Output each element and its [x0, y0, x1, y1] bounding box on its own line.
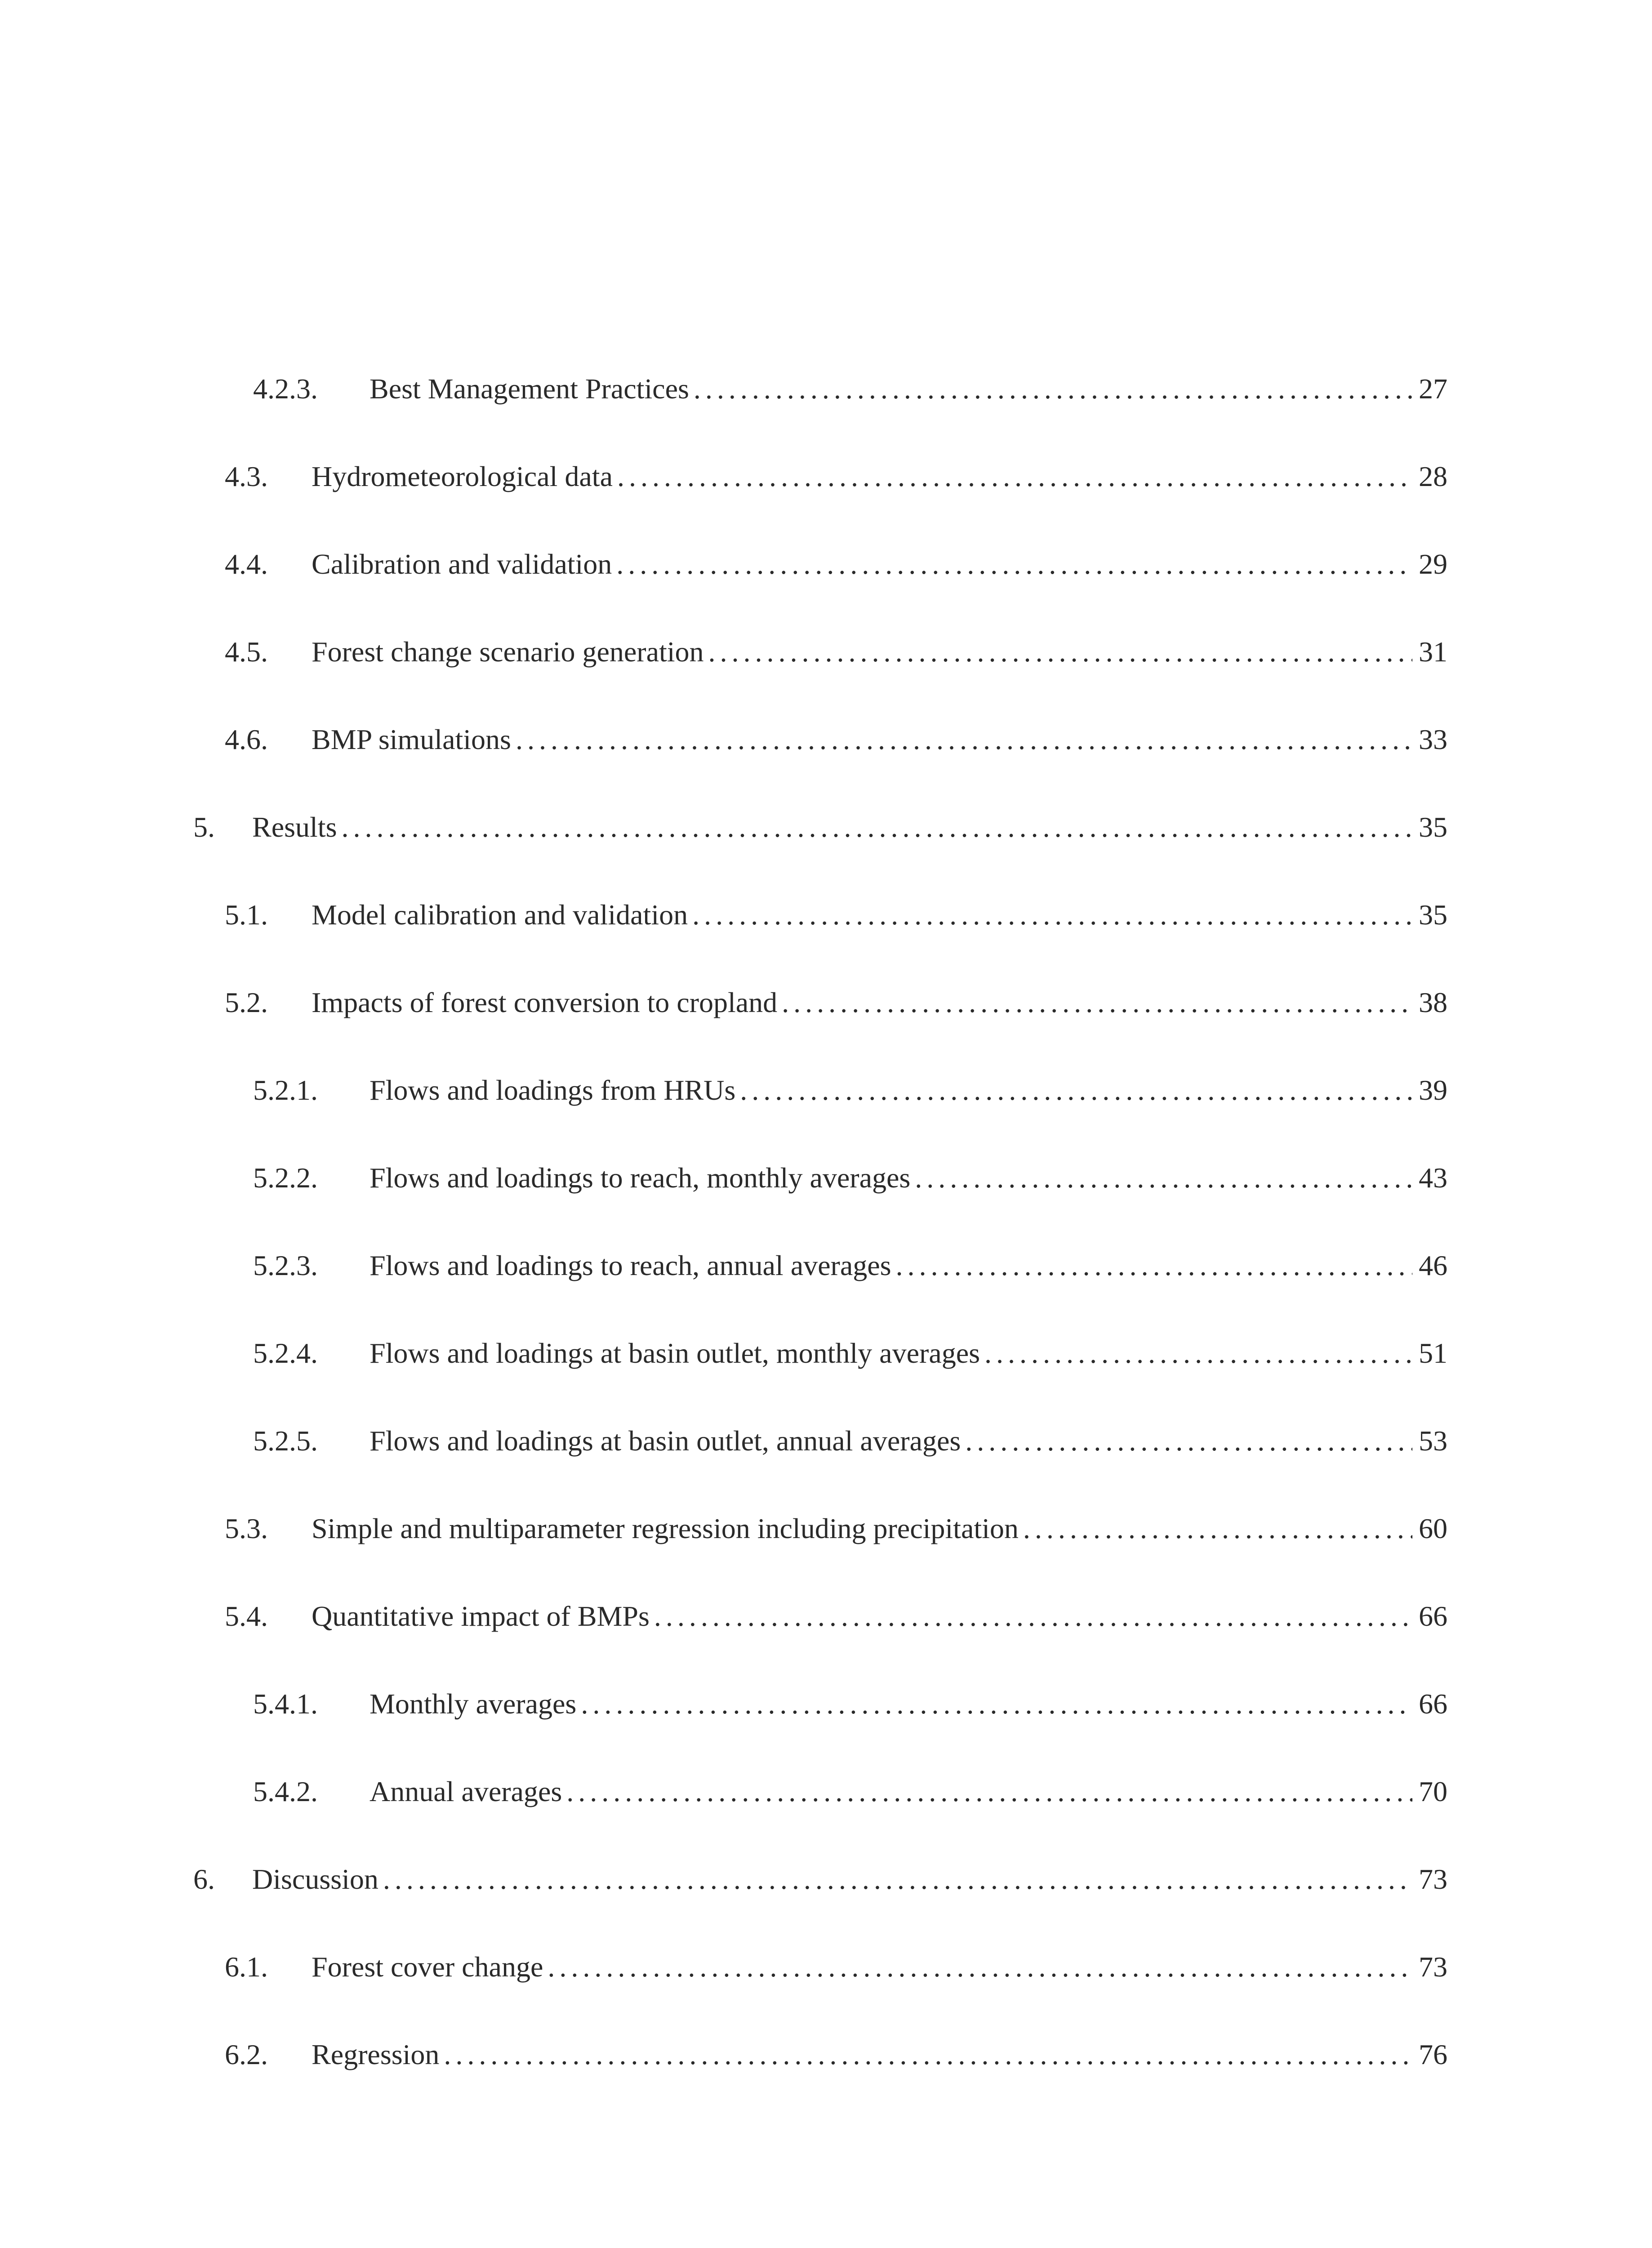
toc-section-number: 4.2.3. [253, 373, 318, 405]
toc-section-title: BMP simulations [312, 723, 511, 755]
toc-section-title: Flows and loadings at basin outlet, annual averages [370, 1425, 961, 1457]
toc-dot-leader [616, 544, 1412, 584]
toc-section-number: 4.3. [225, 460, 268, 492]
toc-section-title: Flows and loadings at basin outlet, monthly averages [370, 1337, 980, 1369]
toc-section-title: Forest cover change [312, 1951, 543, 1983]
toc-section-number: 5.4.2. [253, 1775, 318, 1807]
toc-section-title: Model calibration and validation [312, 899, 688, 931]
toc-page-number: 33 [1419, 723, 1447, 755]
toc-entry [225, 632, 1447, 672]
toc-page-number: 39 [1419, 1074, 1447, 1106]
toc-dot-leader [617, 456, 1412, 497]
toc-section-title: Hydrometeorological data [312, 460, 613, 492]
toc-entry [253, 369, 1447, 409]
toc-page-number: 53 [1419, 1425, 1447, 1457]
toc-dot-leader [444, 2034, 1412, 2075]
toc-dot-leader [548, 1947, 1412, 1987]
toc-entry [253, 1070, 1447, 1111]
toc-section-number: 5.2.3. [253, 1249, 318, 1281]
toc-page-number: 66 [1419, 1600, 1447, 1632]
toc-page-number: 38 [1419, 986, 1447, 1018]
toc-section-title: Calibration and validation [312, 548, 612, 580]
toc-page-number: 73 [1419, 1863, 1447, 1895]
toc-section-number: 6.2. [225, 2038, 268, 2070]
toc-page-number: 27 [1419, 373, 1447, 405]
toc-entry [253, 1158, 1447, 1198]
toc-entry [225, 2034, 1447, 2075]
toc-section-title: Discussion [252, 1863, 378, 1895]
toc-section-title: Flows and loadings from HRUs [370, 1074, 736, 1106]
toc-section-number: 5.3. [225, 1512, 268, 1544]
toc-page-number: 70 [1419, 1775, 1447, 1807]
toc-page-number: 35 [1419, 811, 1447, 843]
toc-entry [253, 1333, 1447, 1374]
toc-entry [225, 1947, 1447, 1987]
toc-dot-leader [566, 1771, 1412, 1812]
toc-entry [225, 895, 1447, 935]
toc-dot-leader [965, 1421, 1412, 1461]
toc-section-number: 4.6. [225, 723, 268, 755]
toc-entry [253, 1771, 1447, 1812]
toc-page-number: 51 [1419, 1337, 1447, 1369]
toc-section-title: Flows and loadings to reach, annual averages [370, 1249, 891, 1281]
toc-page-number: 73 [1419, 1951, 1447, 1983]
toc-section-number: 5.2.4. [253, 1337, 318, 1369]
toc-section-number: 5. [193, 811, 215, 843]
toc-entry [253, 1421, 1447, 1461]
toc-section-number: 5.2.1. [253, 1074, 318, 1106]
toc-dot-leader [740, 1070, 1412, 1111]
toc-section-number: 4.5. [225, 636, 268, 668]
toc-dot-leader [692, 895, 1412, 935]
toc-section-number: 6. [193, 1863, 215, 1895]
toc-dot-leader [1023, 1508, 1412, 1549]
toc-entry [253, 1684, 1447, 1724]
toc-dot-leader [915, 1158, 1412, 1198]
toc-entry [225, 456, 1447, 497]
toc-page-number: 28 [1419, 460, 1447, 492]
toc-section-title: Quantitative impact of BMPs [312, 1600, 650, 1632]
toc-dot-leader [896, 1245, 1412, 1286]
toc-section-number: 5.2.2. [253, 1162, 318, 1194]
toc-dot-leader [581, 1684, 1412, 1724]
toc-page-number: 46 [1419, 1249, 1447, 1281]
toc-entry [225, 1596, 1447, 1637]
toc-page-number: 31 [1419, 636, 1447, 668]
toc-section-title: Best Management Practices [370, 373, 689, 405]
toc-page-number: 43 [1419, 1162, 1447, 1194]
toc-section-title: Simple and multiparameter regression including precipitation [312, 1512, 1019, 1544]
toc-section-title: Flows and loadings to reach, monthly averages [370, 1162, 911, 1194]
toc-entry [225, 544, 1447, 584]
toc-section-number: 4.4. [225, 548, 268, 580]
toc-section-title: Forest change scenario generation [312, 636, 704, 668]
toc-entry [193, 1859, 1447, 1900]
toc-entry [193, 807, 1447, 847]
toc-dot-leader [708, 632, 1412, 672]
toc-section-title: Impacts of forest conversion to cropland [312, 986, 778, 1018]
toc-dot-leader [341, 807, 1412, 847]
toc-dot-leader [516, 719, 1412, 760]
toc-section-number: 5.2.5. [253, 1425, 318, 1457]
toc-entry [253, 1245, 1447, 1286]
toc-entry [225, 982, 1447, 1023]
toc-section-number: 5.2. [225, 986, 268, 1018]
toc-section-title: Regression [312, 2038, 440, 2070]
toc-page-number: 76 [1419, 2038, 1447, 2070]
toc-section-number: 5.4.1. [253, 1688, 318, 1720]
toc-entry [225, 1508, 1447, 1549]
toc-dot-leader [654, 1596, 1412, 1637]
toc-section-title: Monthly averages [370, 1688, 577, 1720]
toc-page-number: 29 [1419, 548, 1447, 580]
toc-dot-leader [782, 982, 1412, 1023]
toc-section-number: 5.1. [225, 899, 268, 931]
toc-section-number: 5.4. [225, 1600, 268, 1632]
toc-dot-leader [694, 369, 1412, 409]
toc-section-title: Results [252, 811, 337, 843]
toc-page-number: 60 [1419, 1512, 1447, 1544]
toc-section-number: 6.1. [225, 1951, 268, 1983]
toc-section-title: Annual averages [370, 1775, 562, 1807]
toc-dot-leader [984, 1333, 1412, 1374]
toc-entry [225, 719, 1447, 760]
toc-page-number: 35 [1419, 899, 1447, 931]
toc-page-number: 66 [1419, 1688, 1447, 1720]
toc-dot-leader [383, 1859, 1412, 1900]
